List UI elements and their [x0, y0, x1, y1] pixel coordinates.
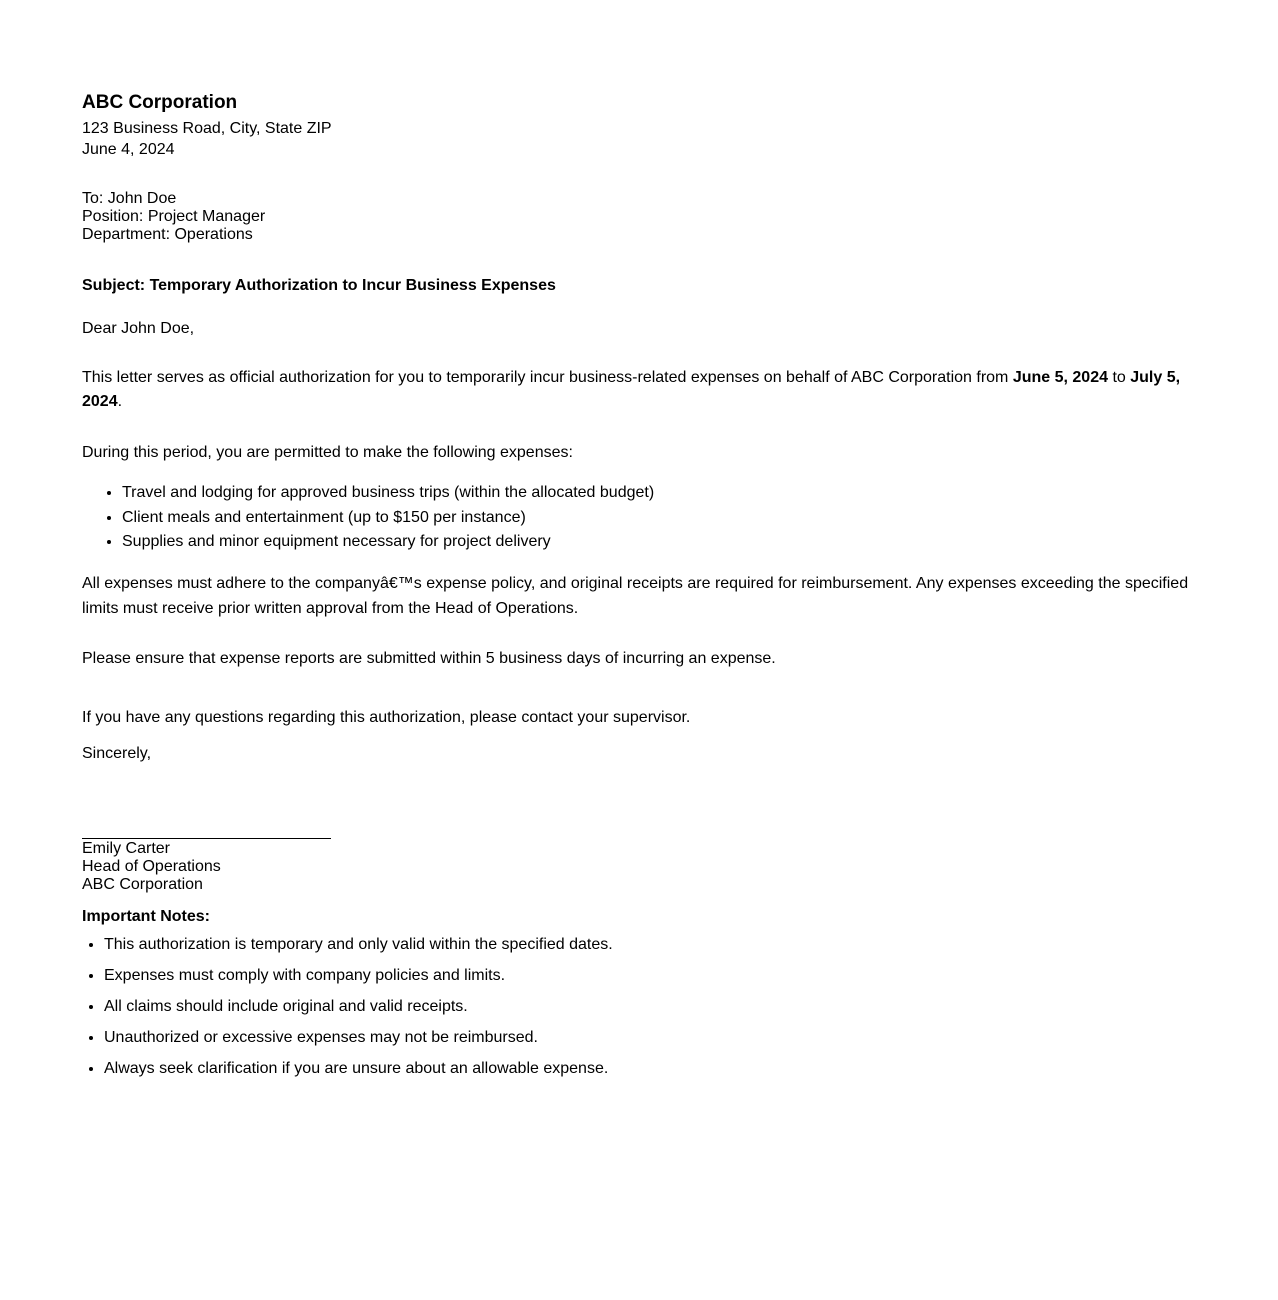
list-item: • This authorization is temporary and only valid within the specified dates.: [104, 935, 613, 954]
greeting: Dear John Doe,: [82, 320, 195, 337]
signer-title: Head of Operations: [82, 858, 221, 875]
signature-line: [82, 838, 331, 839]
signer-name: Emily Carter: [82, 840, 171, 857]
company-address: 123 Business Road, City, State ZIP: [82, 120, 332, 137]
list-item: • Supplies and minor equipment necessary for project delivery: [122, 530, 654, 555]
list-item: • Expenses must comply with company policies and limits.: [104, 966, 613, 985]
expense-list: [82, 481, 654, 555]
recipient-department: Department: Operations: [82, 226, 253, 243]
notes-list: [82, 935, 613, 1090]
end-date: July 5, 2024: [82, 369, 1181, 410]
list-item: • Always seek clarification if you are unsure about an allowable expense.: [104, 1059, 613, 1078]
para1-text-start: This letter serves as official authorization for you to temporarily incur business-related expenses on behalf of ABC Corporation from: [82, 369, 1013, 386]
recipient-position: Position: Project Manager: [82, 208, 266, 225]
para1-text-to: to: [1108, 369, 1131, 386]
para1-text-end: .: [117, 393, 123, 410]
reporting-paragraph: Please ensure that expense reports are submitted within 5 business days of incurring an expense.: [82, 650, 776, 667]
permitted-expenses-intro: During this period, you are permitted to make the following expenses:: [82, 444, 573, 461]
letter-date: June 4, 2024: [82, 141, 175, 158]
authorization-paragraph: [82, 366, 1197, 414]
list-item: • All claims should include original and valid receipts.: [104, 997, 613, 1016]
list-item: • Travel and lodging for approved business trips (within the allocated budget): [122, 481, 654, 506]
list-item: • Unauthorized or excessive expenses may not be reimbursed.: [104, 1028, 613, 1047]
recipient-name: To: John Doe: [82, 190, 177, 207]
start-date: June 5, 2024: [1012, 369, 1108, 386]
list-item: • Client meals and entertainment (up to $150 per instance): [122, 506, 654, 531]
questions-paragraph: If you have any questions regarding this authorization, please contact your supervisor.: [82, 709, 691, 726]
closing: Sincerely,: [82, 745, 152, 762]
policy-paragraph: All expenses must adhere to the companyâ€™s expense policy, and original receipts are required for reimbursement. Any expenses exceeding the specified limits must receive prior written approval from the Head of Operations.: [82, 575, 1189, 617]
notes-heading: Important Notes:: [82, 908, 210, 925]
subject-line: Subject: Temporary Authorization to Incur Business Expenses: [82, 277, 556, 294]
company-name: ABC Corporation: [82, 92, 238, 113]
signer-organization: ABC Corporation: [82, 876, 203, 893]
